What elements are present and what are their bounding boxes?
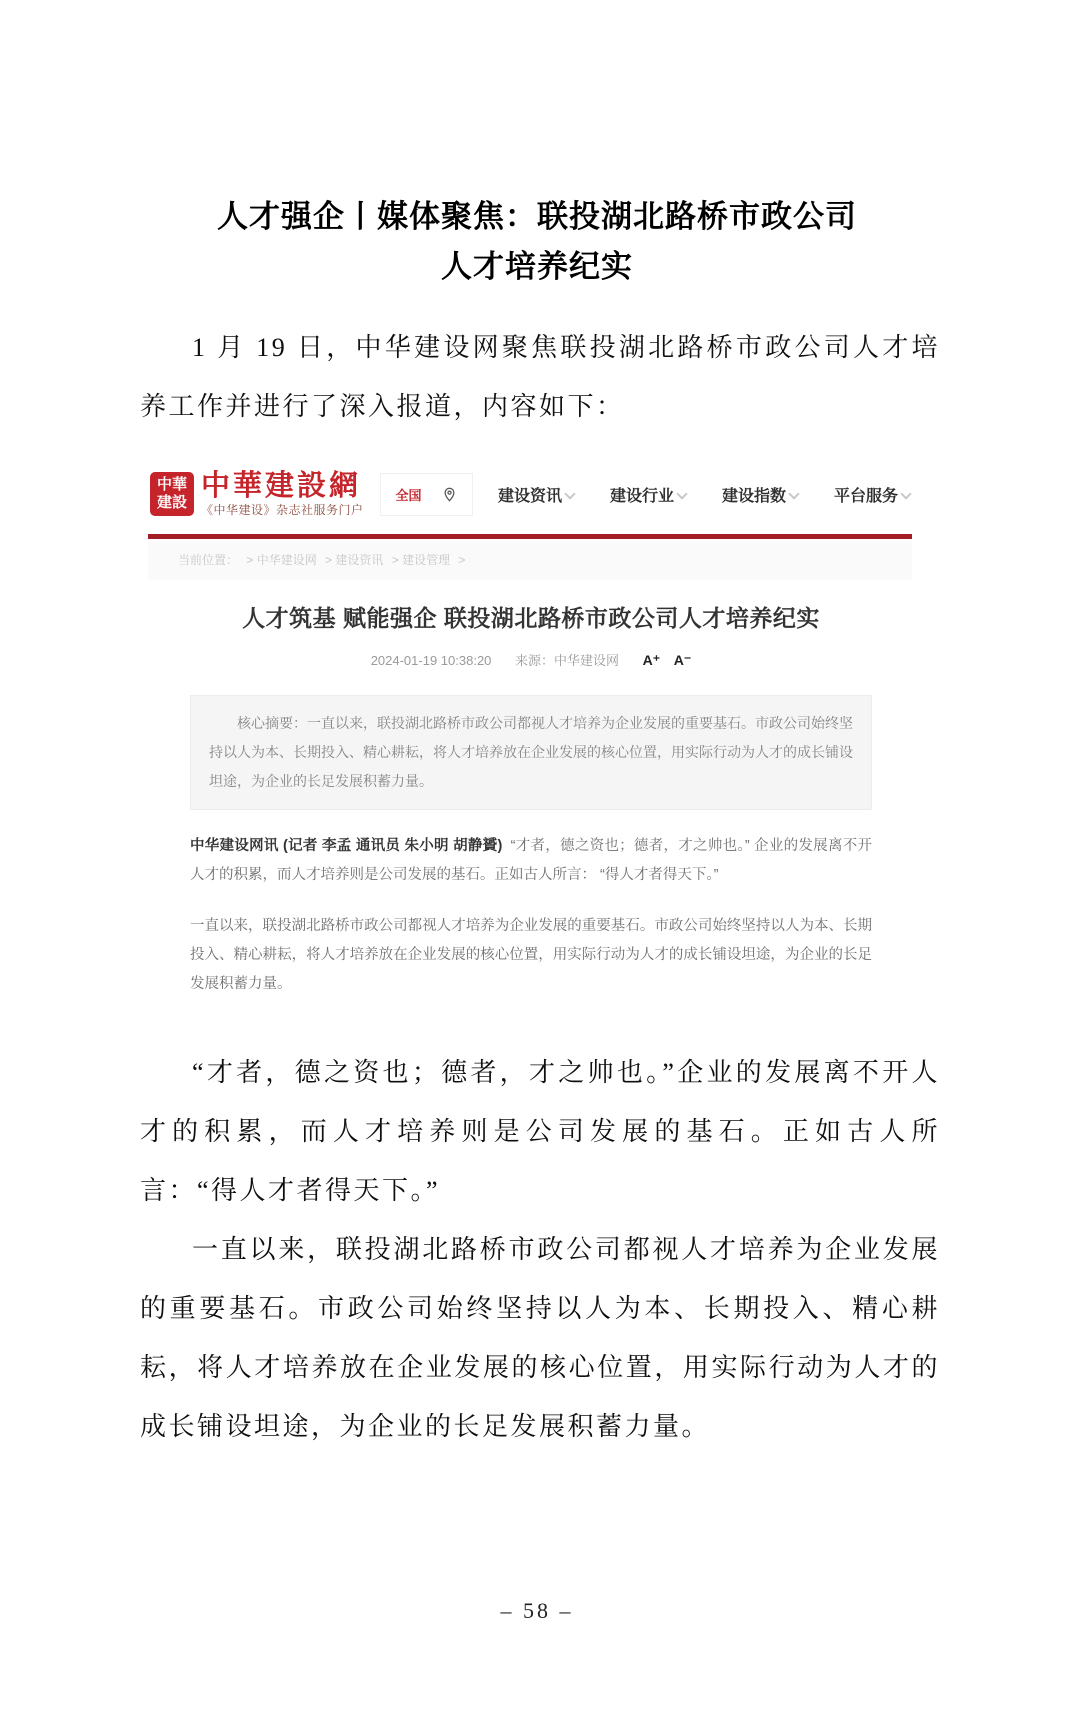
intro-paragraph: 1 月 19 日，中华建设网聚焦联投湖北路桥市政公司人才培养工作并进行了深入报道，内容如下：: [140, 333, 940, 421]
site-name: 中華建設網: [201, 468, 362, 502]
document-page: [0, 192, 1074, 1623]
chevron-down-icon: [788, 488, 799, 499]
site-header: [148, 454, 912, 534]
document-title-line2: 人才培养纪实: [441, 249, 633, 284]
body-paragraph: 一直以来，联投湖北路桥市政公司都视人才培养为企业发展的重要基石。市政公司始终坚持以人为本、长期投入、精心耕耘，将人才培养放在企业发展的核心位置，用实际行动为人才的成长铺设坦途，为企业的长足发展积蓄力量。: [140, 1235, 940, 1441]
font-decrease-button: A⁻: [673, 652, 692, 668]
nav-item-label: 建设资讯: [497, 487, 562, 505]
nav-item: [722, 483, 798, 506]
site-logo-text: [201, 470, 364, 518]
site-tagline: 《中华建设》杂志社服务门户: [201, 503, 364, 517]
chevron-down-icon: [676, 488, 687, 499]
breadcrumb-label: 当前位置：: [178, 553, 239, 567]
logo-seal-top: 中華: [156, 477, 187, 493]
region-selector: [380, 473, 473, 516]
nav-item-label: 平台服务: [833, 487, 898, 505]
nav-item: [610, 483, 686, 506]
document-title: [0, 192, 1074, 292]
article-paragraph: 一直以来，联投湖北路桥市政公司都视人才培养为企业发展的重要基石。市政公司始终坚持以人为本、长期投入、精心耕耘，将人才培养放在企业发展的核心位置，用实际行动为人才的成长铺设坦途，为企业的长足发展积蓄力量。: [190, 918, 872, 992]
article-byline: 中华建设网讯 (记者 李孟 通讯员 朱小明 胡静贇): [190, 838, 503, 854]
breadcrumb-item: > 建设资讯: [325, 553, 384, 567]
logo-seal-icon: [150, 472, 194, 516]
breadcrumb-item: > 中华建设网: [246, 553, 317, 567]
chevron-down-icon: [900, 488, 911, 499]
embedded-screenshot: [148, 454, 912, 999]
nav-item: [498, 483, 574, 506]
article: [148, 580, 912, 999]
article-paragraph-text: “才者，德之资也；德者，才之帅也。” 企业的发展离不开人才的积累，而人才培养则是公司发展的基石。正如古人所言： “得人才者得天下。”: [190, 838, 872, 883]
breadcrumb: [148, 539, 912, 580]
document-title-line1: 人才强企丨媒体聚焦：联投湖北路桥市政公司: [217, 199, 857, 234]
region-label: 全国: [395, 487, 422, 503]
article-paragraph: [190, 832, 872, 890]
main-nav: [498, 483, 910, 506]
breadcrumb-item: > 建设管理: [391, 553, 451, 567]
nav-item: [834, 483, 910, 506]
article-source: 来源：中华建设网: [515, 653, 620, 668]
logo-seal-bottom: 建設: [156, 495, 187, 511]
page-number: – 58 –: [500, 1598, 574, 1623]
nav-item-label: 建设指数: [721, 487, 786, 505]
chevron-down-icon: [564, 488, 575, 499]
article-meta: [190, 650, 872, 669]
nav-item-label: 建设行业: [609, 487, 674, 505]
body-paragraph: “才者，德之资也；德者，才之帅也。”企业的发展离不开人才的积累，而人才培养则是公司发展的基石。正如古人所言：“得人才者得天下。”: [140, 1058, 940, 1205]
article-title: 人才筑基 赋能强企 联投湖北路桥市政公司人才培养纪实: [242, 605, 820, 631]
site-logo: [150, 470, 364, 518]
article-date: 2024-01-19 10:38:20: [370, 653, 492, 668]
breadcrumb-item: >: [458, 553, 466, 567]
summary-box: 核心摘要：一直以来，联投湖北路桥市政公司都视人才培养为企业发展的重要基石。市政公司始终坚持以人为本、长期投入、精心耕耘，将人才培养放在企业发展的核心位置，用实际行动为人才的成长铺设坦途，为企业的长足发展积蓄力量。: [190, 695, 872, 810]
location-pin-icon: [442, 487, 457, 502]
font-increase-button: A⁺: [642, 652, 661, 668]
